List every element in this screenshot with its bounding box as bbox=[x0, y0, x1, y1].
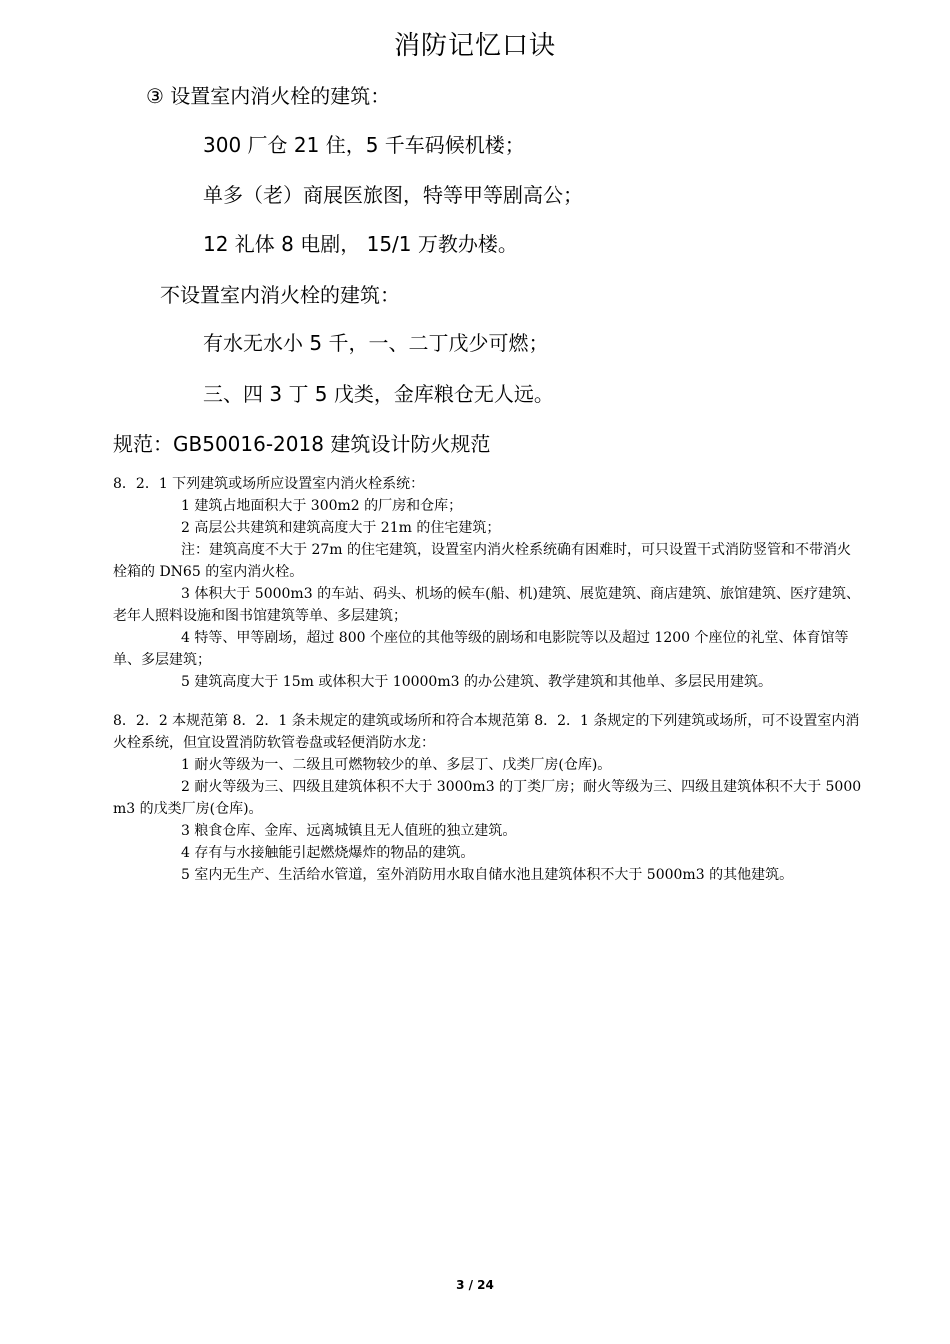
mnemonic-line: 有水无水小 5 千，一、二丁戊少可燃； bbox=[203, 331, 549, 355]
clause-title: 8．2．2 本规范第 8．2．1 条未规定的建筑或场所和符合本规范第 8．2．1 条规定的下列建筑或场所，可不设置室内消火栓系统，但宜设置消防软管卷盘或轻便消防水龙： bbox=[113, 713, 860, 751]
clause-8-2-1 bbox=[113, 473, 863, 693]
clause-title: 8．2．1 下列建筑或场所应设置室内消火栓系统： bbox=[113, 476, 425, 492]
clause-item: 1 耐火等级为一、二级且可燃物较少的单、多层丁、戊类厂房(仓库)。 bbox=[181, 757, 612, 773]
clause-item: 3 粮食仓库、金库、远离城镇且无人值班的独立建筑。 bbox=[181, 823, 517, 839]
clause-note: 注：建筑高度不大于 27m 的住宅建筑，设置室内消火栓系统确有困难时，可只设置干式消防竖管和不带消火栓箱的 DN65 的室内消火栓。 bbox=[113, 542, 851, 580]
clause-item: 5 室内无生产、生活给水管道，室外消防用水取自储水池且建筑体积不大于 5000m3 的其他建筑。 bbox=[181, 867, 794, 883]
mnemonic-line: 三、四 3 丁 5 戊类，金库粮仓无人远。 bbox=[203, 382, 554, 406]
clause-item: 5 建筑高度大于 15m 或体积大于 10000m3 的办公建筑、教学建筑和其他单、多层民用建筑。 bbox=[181, 674, 772, 690]
clause-item: 4 存有与水接触能引起燃烧爆炸的物品的建筑。 bbox=[181, 845, 475, 861]
clause-item: 4 特等、甲等剧场，超过 800 个座位的其他等级的剧场和电影院等以及超过 1200 个座位的礼堂、体育馆等单、多层建筑； bbox=[113, 630, 849, 668]
mnemonic-line: 单多（老）商展医旅图，特等甲等剧高公； bbox=[203, 183, 583, 207]
clause-item: 2 耐火等级为三、四级且建筑体积不大于 3000m3 的丁类厂房；耐火等级为三、四级且建筑体积不大于 5000m3 的戊类厂房(仓库)。 bbox=[113, 779, 862, 817]
clause-8-2-2 bbox=[113, 710, 863, 886]
set-hydrant-heading: ③ 设置室内消火栓的建筑： bbox=[146, 84, 391, 108]
unset-hydrant-heading: 不设置室内消火栓的建筑： bbox=[160, 283, 400, 307]
spec-heading: 规范：GB50016-2018 建筑设计防火规范 bbox=[113, 432, 491, 456]
clause-item: 1 建筑占地面积大于 300m2 的厂房和仓库； bbox=[181, 498, 463, 514]
mnemonic-line: 300 厂仓 21 住，5 千车码候机楼； bbox=[203, 133, 525, 157]
page-number: 3 / 24 bbox=[456, 1278, 494, 1292]
mnemonic-line: 12 礼体 8 电剧， 15/1 万教办楼。 bbox=[203, 232, 518, 256]
clause-item: 3 体积大于 5000m3 的车站、码头、机场的候车(船、机)建筑、展览建筑、商店建筑、旅馆建筑、医疗建筑、老年人照料设施和图书馆建筑等单、多层建筑； bbox=[113, 586, 860, 624]
clause-item: 2 高层公共建筑和建筑高度大于 21m 的住宅建筑； bbox=[181, 520, 501, 536]
page-title: 消防记忆口诀 bbox=[393, 31, 556, 61]
